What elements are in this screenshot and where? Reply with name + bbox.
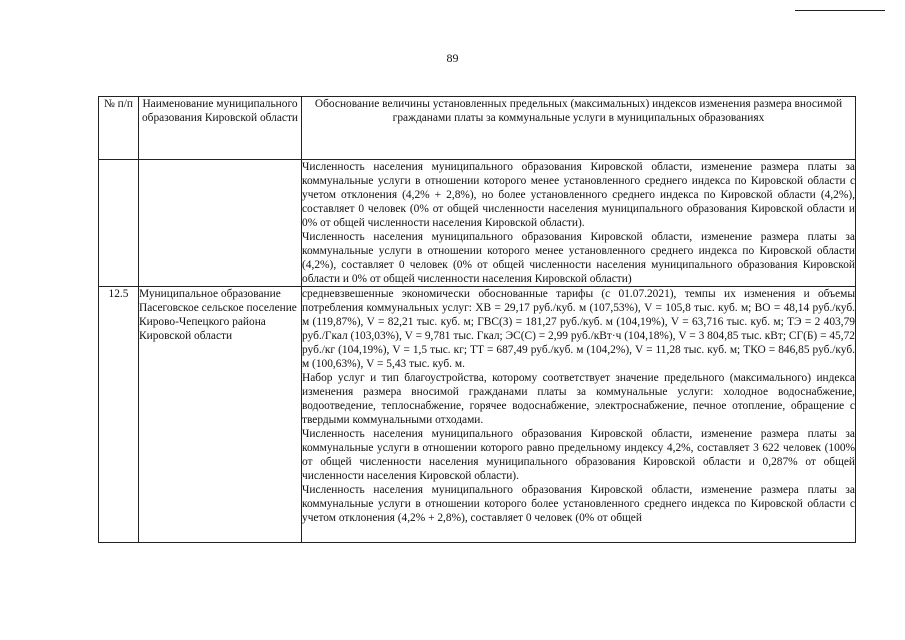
header-number: № п/п [99, 97, 139, 160]
table-row-continuation [99, 160, 856, 287]
justification-cell [302, 287, 856, 543]
population-equal-index-paragraph: Численность населения муниципального образования Кировской области, изменение размера платы за коммунальные услуги в отношении которого равно предельному индексу 4,2%, составляет 3 622 человек (100% от общей численности населения муниципального образования Кировской области и 0,287% от общей численности населения Кировской области). [302, 428, 855, 482]
table-row-12-5 [99, 287, 856, 543]
row-number-cell: 12.5 [99, 287, 139, 543]
page-number: 89 [446, 51, 459, 65]
municipality-name-cell: Муниципальное образование Пасеговское сельское поселение Кирово-Чепецкого района Кировской области [139, 287, 302, 543]
justification-paragraph: Численность населения муниципального образования Кировской области, изменение размера платы за коммунальные услуги в отношении которого менее установленного среднего индекса по Кировской области (4,2%), составляет 0 человек (0% от общей численности населения муниципального образования Кировской области и 0% от общей численности населения Кировской области) [302, 231, 855, 285]
services-paragraph: Набор услуг и тип благоустройства, которому соответствует значение предельного (максимального) индекса изменения размера вносимой гражданами платы за коммунальные услуги: холодное водоснабжение, водоотведение, теплоснабжение, горячее водоснабжение, электроснабжение, печное отопление, обращение с твердыми коммунальными отходами. [302, 372, 855, 426]
table-header-row [99, 97, 856, 160]
population-above-index-paragraph: Численность населения муниципального образования Кировской области, изменение размера платы за коммунальные услуги в отношении которого более установленного среднего индекса по Кировской области с учетом отклонения (4,2% + 2,8%), составляет 0 человек (0% от общей [302, 484, 855, 524]
top-right-rule [795, 10, 885, 11]
row-number-cell [99, 160, 139, 287]
header-municipality-name: Наименование муниципального образования Кировской области [139, 97, 302, 160]
page-cut-region [302, 287, 855, 542]
index-justification-table [98, 96, 856, 543]
justification-paragraph: Численность населения муниципального образования Кировской области, изменение размера платы за коммунальные услуги в отношении которого менее установленного среднего индекса по Кировской области с учетом отклонения (4,2% + 2,8%), но более установленного среднего индекса по Кировской области (4,2%), составляет 0 человек (0% от общей численности населения муниципального образования Кировской области и 0% от общей численности населения Кировской области). [302, 161, 855, 229]
justification-cell [302, 160, 856, 287]
municipality-name-cell [139, 160, 302, 287]
tariffs-paragraph: средневзвешенные экономически обоснованные тарифы (с 01.07.2021), темпы их изменения и объемы потребления коммунальных услуг: ХВ = 29,17 руб./куб. м (107,53%), V = 105,8 тыс. куб. м; ВО = 48,14 руб./куб. м (119,87%), V = 82,21 тыс. куб. м; ГВС(З) = 181,27 руб./куб. м (104,19%), V = 63,716 тыс. куб. м; ТЭ = 2 403,79 руб./Гкал (103,03%), V = 9,781 тыс. Гкал; ЭС(С) = 2,99 руб./кВт·ч (104,18%), V = 3 804,85 тыс. кВт; СГ(Б) = 45,72 руб./кг (104,19%), V = 1,5 тыс. кг; ТТ = 687,49 руб./куб. м (104,2%), V = 11,28 тыс. куб. м; ТКО = 846,85 руб./куб. м (100,63%), V = 5,43 тыс. куб. м. [302, 288, 855, 370]
header-justification: Обоснование величины установленных предельных (максимальных) индексов изменения размера вносимой гражданами платы за коммунальные услуги в муниципальных образованиях [302, 97, 856, 160]
